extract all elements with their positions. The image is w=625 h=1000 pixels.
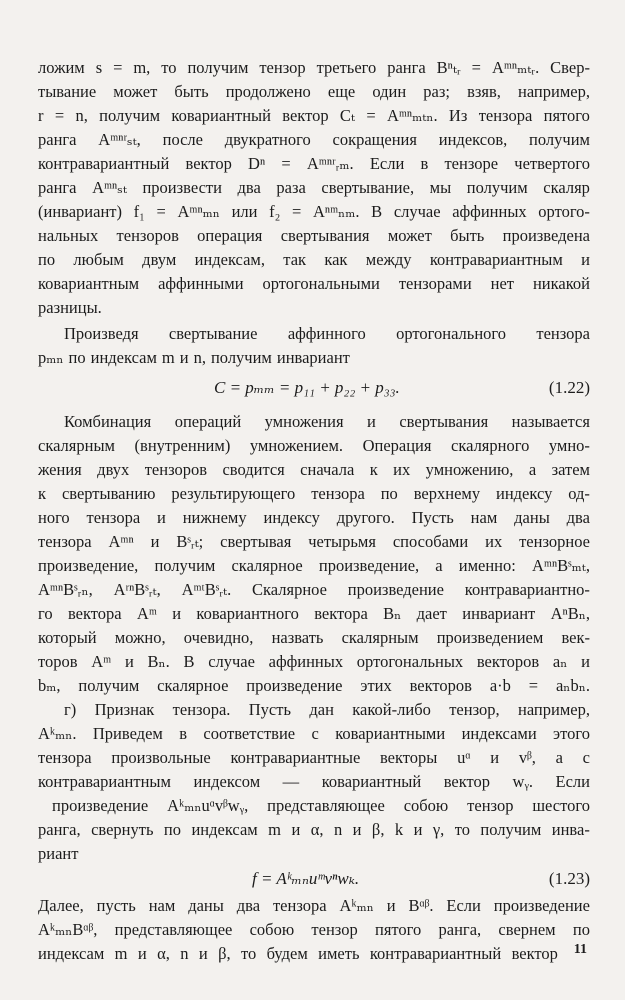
text-line: который можно, очевидно, назвать скалярным произведением век-: [38, 628, 590, 647]
text-line: AᵐⁿBˢᵣₙ, AʳⁿBˢᵣₜ, AᵐᵗBˢᵣₜ. Скалярное произведение контравариантно-: [38, 580, 590, 599]
text-line: тензора произвольные контравариантные векторы uᵅ и vᵝ, а с: [38, 748, 590, 767]
text-line: торов Aᵐ и Bₙ. В случае аффинных ортогональных векторов aₙ и: [38, 652, 590, 671]
page-number: 11: [573, 942, 587, 957]
text-line: разницы.: [38, 298, 102, 317]
text-line: произведение Aᵏₘₙuᵅvᵝwᵧ, представляющее собою тензор шестого: [52, 796, 590, 815]
text-line: скалярным (внутренним) умножением. Операция скалярного умно-: [38, 436, 590, 455]
equation-formula: f = Aᵏₘₙuᵐvⁿwₖ.: [252, 869, 360, 888]
text-line: риант: [38, 844, 79, 863]
text-line: к свертыванию результирующего тензора по верхнему индексу од-: [38, 484, 590, 503]
equation-formula: C = pₘₘ = p₁₁ + p₂₂ + p₃₃.: [214, 378, 400, 397]
text-line: Далее, пусть нам даны два тензора Aᵏₘₙ и Bᵅᵝ. Если произведение: [38, 896, 590, 915]
equation-1-23: [38, 866, 590, 892]
equation-number: (1.23): [548, 869, 590, 888]
section-heading-tensor-criterion: г) Признак тензора. Пусть дан какой-либо тензор, например,: [64, 700, 590, 719]
text-line: тывание может быть продолжено еще один раз; взяв, например,: [38, 82, 590, 101]
text-line: r = n, получим ковариантный вектор Cₜ = Aᵐⁿₘₜₙ. Из тензора пятого: [38, 106, 590, 125]
text-line: го вектора Aᵐ и ковариантного вектора Bₙ дает инвариант AⁿBₙ,: [38, 604, 590, 623]
text-line: ковариантным аффинными ортогональными тензорами нет никакой: [38, 274, 590, 293]
text-line: произведение, получим скалярное произведение, а именно: AᵐⁿBˢₘₜ,: [38, 556, 590, 575]
text-line: (инвариант) f₁ = Aᵐⁿₘₙ или f₂ = Aⁿᵐₙₘ. В случае аффинных ортого-: [38, 202, 590, 221]
equation-number: (1.22): [548, 378, 590, 397]
equation-1-22: [38, 375, 590, 401]
text-line: ранга Aᵐⁿₛₜ произвести два раза свертывание, мы получим скаляр: [38, 178, 590, 197]
text-line: ного тензора и нижнему индексу другого. Пусть нам даны два: [38, 508, 590, 527]
text-line: индексам m и α, n и β, то будем иметь контравариантный вектор: [38, 944, 558, 963]
text-line: контравариантный вектор Dⁿ = Aᵐⁿʳᵣₘ. Если в тензоре четвертого: [38, 154, 590, 173]
text-line: жения двух тензоров сводится сначала к их умножению, а затем: [38, 460, 590, 479]
paragraph-start: Произведя свертывание аффинного ортогонального тензора: [64, 324, 590, 343]
text-line: AᵏₘₙBᵅᵝ, представляющее собою тензор пятого ранга, свернем по: [38, 920, 590, 939]
text-line: ранга, свернуть по индексам m и α, n и β, k и γ, то получим инва-: [38, 820, 590, 839]
text-line: тензора Aᵐⁿ и Bˢᵣₜ; свертывая четырьмя способами их тензорное: [38, 532, 590, 551]
text-line: нальных тензоров операция свертывания может быть произведена: [38, 226, 590, 245]
paragraph-start: Комбинация операций умножения и свертывания называется: [64, 412, 590, 431]
text-line: bₘ, получим скалярное произведение этих векторов a·b = aₙbₙ.: [38, 676, 590, 695]
text-line: Aᵏₘₙ. Приведем в соответствие с ковариантными индексами этого: [38, 724, 590, 743]
text-line: по любым двум индексам, так как между контравариантным и: [38, 250, 590, 269]
text-line: ложим s = m, то получим тензор третьего ранга Bⁿₜᵣ = Aᵐⁿₘₜᵣ. Свер-: [38, 58, 590, 77]
text-line: pₘₙ по индексам m и n, получим инвариант: [38, 348, 350, 367]
text-line: ранга Aᵐⁿʳₛₜ, после двукратного сокращения индексов, получим: [38, 130, 590, 149]
text-line: контравариантным индексом — ковариантный вектор wᵧ. Если: [38, 772, 590, 791]
